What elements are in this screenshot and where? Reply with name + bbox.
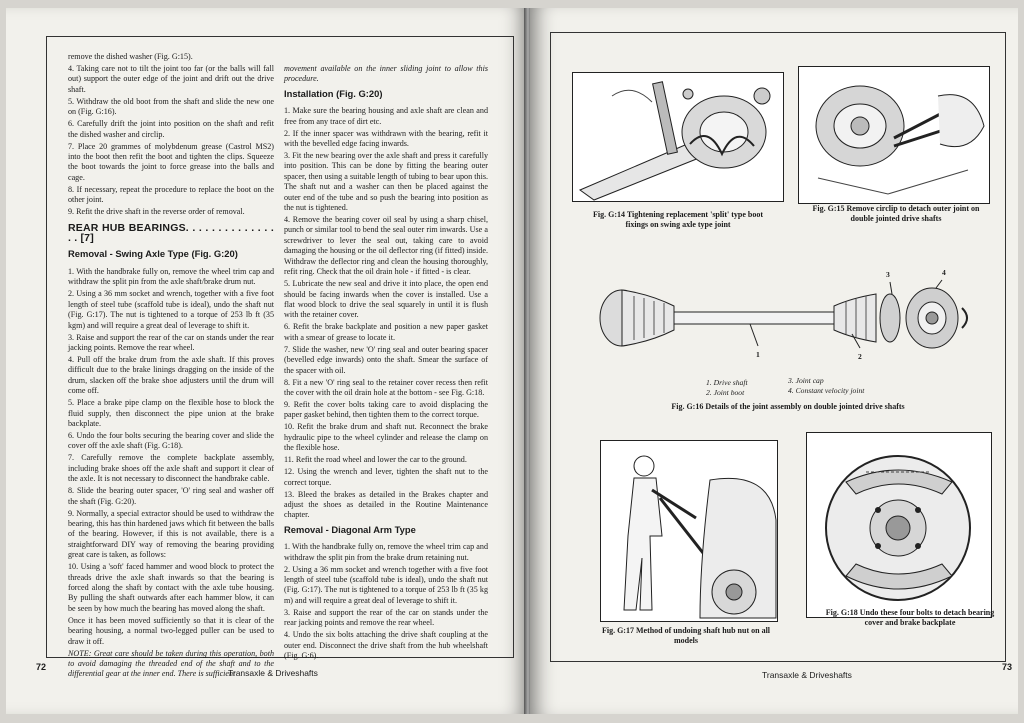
paragraph: 1. Make sure the bearing housing and axle shaft are clean and free from any trace of dirt etc. <box>284 106 488 126</box>
figure-g18-caption: Fig. G:18 Undo these four bolts to detach bearing cover and brake backplate <box>825 608 995 627</box>
paragraph: Once it has been moved sufficiently so that it is clear of the bearing housing, a normal two-legged puller can be used to draw it off. <box>68 615 274 646</box>
paragraph: 7. Place 20 grammes of molybdenum grease (Castrol MS2) into the boot then refit the boot and tighten the clips. Squeeze the boot towards the joint to force grease into the balls and cage. <box>68 141 274 182</box>
page-footer-left: Transaxle & Driveshafts <box>228 668 318 678</box>
paragraph: movement available on the inner sliding joint to allow this procedure. <box>284 64 488 84</box>
figure-g17-illustration <box>600 440 778 622</box>
figure-g16-label: 2 <box>858 352 862 361</box>
figure-g17-caption: Fig. G:17 Method of undoing shaft hub nut on all models <box>601 626 771 645</box>
key-number: 1. <box>706 378 712 387</box>
paragraph: 5. Lubricate the new seal and drive it into place, the open end should be facing inwards when the cover is installed. Use a flat wood block to drive the seal squarely in until it is flush with the retainer cover. <box>284 279 488 320</box>
paragraph: 3. Raise and support the rear of the car on stands under the rear jacking points. Remove the rear wheel. <box>68 332 274 352</box>
right-page <box>530 8 1018 714</box>
paragraph: 8. Slide the bearing outer spacer, 'O' ring seal and washer off the shaft (Fig. G:20). <box>68 486 274 506</box>
paragraph: 3. Raise and support the rear of the car on stands under the rear jacking points and remove the rear wheel. <box>284 607 488 628</box>
paragraph: 8. Fit a new 'O' ring seal to the retainer cover recess then refit the cover with the oil drain hole at the bottom - see Fig. G:18. <box>284 377 488 397</box>
page-number-right: 73 <box>1002 662 1013 672</box>
key-number: 3. <box>788 376 794 385</box>
key-text: Joint boot <box>713 388 745 397</box>
subheading-diagonal-arm: Removal - Diagonal Arm Type <box>284 523 416 535</box>
key-text: Constant velocity joint <box>795 386 865 395</box>
paragraph: 3. Fit the new bearing over the axle shaft and press it carefully into position. This can be done by fitting the bearing outer spacer, then using a suitable length of tubing to bear upon this. The shaft nut and a washer can then be placed against the outer end of the tube and so push the bearing into position as the nut is tightened. <box>284 151 488 213</box>
figure-g16-key-item <box>788 376 824 385</box>
paragraph: 4. Undo the six bolts attaching the drive shaft coupling at the outer end. Disconnect the drive shaft from the hub wheelshaft (Fig. G:6). <box>284 630 488 661</box>
left-page <box>6 8 528 714</box>
key-number: 4. <box>788 386 794 395</box>
figure-g16-label: 1 <box>756 350 760 359</box>
subheading-installation: Installation (Fig. G:20) <box>284 87 383 99</box>
figure-g15-illustration <box>798 66 990 204</box>
book-spread <box>6 8 1018 714</box>
paragraph: 5. Withdraw the old boot from the shaft and slide the new one on (Fig. G:16). <box>68 96 274 117</box>
paragraph: 4. Remove the bearing cover oil seal by using a sharp chisel, punch or similar tool to bend the seal outer rim inwards. Use a screwdriver to lever the seal out, taking care to avoid damaging the housing or the oil deflector ring (if fitted) inside. Withdraw the deflector ring and clean the housing thoroughly, refit ring. Check that the oil drain hole - if fitted - is clear. <box>284 215 488 277</box>
paragraph: 11. Refit the road wheel and lower the car to the ground. <box>284 455 467 465</box>
section-heading-rear-hub-bearings: REAR HUB BEARINGS. . . . . . . . . . . . . . . . [7] <box>68 221 274 245</box>
paragraph: 9. Refit the cover bolts taking care to avoid displacing the paper gasket behind, then tighten them to the correct torque. <box>284 399 488 420</box>
paragraph: 7. Slide the washer, new 'O' ring seal and outer bearing spacer (bevelled edge inwards) onto the shaft. Smear the surface of the spacer with oil. <box>284 344 488 375</box>
figure-g16-key-item <box>788 386 864 395</box>
paragraph: 9. Refit the drive shaft in the reverse order of removal. <box>68 207 245 217</box>
paragraph: 2. Using a 36 mm socket and wrench, together with a five foot length of steel tube (scaffold tube is ideal), undo the shaft nut (Fig. G:17). The nut is tightened to a torque of 253 lb ft (35 kgm) and will require a great deal of leverage to shift it. <box>68 289 274 330</box>
figure-g18-illustration <box>806 432 992 618</box>
paragraph: 4. Pull off the brake drum from the axle shaft. If this proves difficult due to the brake linings dragging on the inside of the drum, slacken off the brake shoe adjusters until the drum will come off. <box>68 354 274 396</box>
paragraph: 7. Carefully remove the complete backplate assembly, including brake shoes off the axle shaft and support it clear of the axle. It is not necessary to disconnect the handbrake cable. <box>68 453 274 484</box>
subheading-swing-axle: Removal - Swing Axle Type (Fig. G:20) <box>68 248 238 260</box>
paragraph: 5. Place a brake pipe clamp on the flexible hose to block the fluid supply, then disconnect the pipe union at the brake backplate. <box>68 398 274 428</box>
figure-g16-key-item <box>706 388 744 397</box>
paragraph: 9. Normally, a special extractor should be used to withdraw the bearing, this has thin hardened jaws which fit between the balls of the bearing. However, if this is not available, there is a straightforward DIY way of removing the bearing providing great care is taken, as follows: <box>68 508 274 560</box>
paragraph: 12. Using the wrench and lever, tighten the shaft nut to the correct torque. <box>284 467 488 487</box>
paragraph: 10. Refit the brake drum and shaft nut. Reconnect the brake hydraulic pipe to the wheel cylinder and release the clamp on the flexible hose. <box>284 422 488 453</box>
paragraph: 6. Carefully drift the joint into position on the shaft and refit the dished washer and circlip. <box>68 119 274 139</box>
figure-g16-key-item <box>706 378 748 387</box>
paragraph: 6. Refit the brake backplate and position a new paper gasket with a smear of grease to locate it. <box>284 322 488 342</box>
figure-g16-caption: Fig. G:16 Details of the joint assembly on double jointed drive shafts <box>671 402 905 411</box>
paragraph: 6. Undo the four bolts securing the bearing cover and slide the cover off the axle shaft (Fig. G:18). <box>68 430 274 451</box>
key-text: Drive shaft <box>713 378 748 387</box>
paragraph: 1. With the handbrake fully on, remove the wheel trim cap and withdraw the split pin from the axle shaft/brake drum nut. <box>68 266 274 287</box>
left-column-2 <box>284 64 488 663</box>
figure-g14-caption: Fig. G:14 Tightening replacement 'split' type boot fixings on swing axle type joint <box>592 210 763 229</box>
paragraph: 2. Using a 36 mm socket and wrench together with a five foot length of steel tube (scaffold tube is ideal), undo the shaft nut (Fig. G:17). The nut is tightened to a torque of 253 lb ft (35 kg m) and will require a great deal of leverage to shift it. <box>284 564 488 605</box>
figure-g15-caption: Fig. G:15 Remove circlip to detach outer joint on double jointed drive shafts <box>812 204 980 223</box>
note-paragraph: NOTE: Great care should be taken during this operation, both to avoid damaging the threaded end of the shaft and to the differential gear at the inner end. There is sufficient <box>68 648 274 679</box>
paragraph: 13. Bleed the brakes as detailed in the Brakes chapter and adjust the shoes as detailed in the Routine Maintenance chapter. <box>284 489 488 520</box>
figure-g16-illustration <box>590 268 990 368</box>
key-number: 2. <box>706 388 712 397</box>
paragraph: 1. With the handbrake fully on, remove the wheel trim cap and withdraw the split pin from the brake drum retaining nut. <box>284 542 488 562</box>
key-text: Joint cap <box>795 376 824 385</box>
page-number-left: 72 <box>36 662 47 672</box>
figure-g16-label: 4 <box>942 268 946 277</box>
paragraph: 10. Using a 'soft' faced hammer and wood block to protect the threads drive the axle shaft inwards so that the bearing is forced along the shaft by contact with the axle tube housing. By pulling the shaft outwards after each hammer blow, it can be seen by how much the bearing has moved along the shaft. <box>68 562 274 613</box>
paragraph: 4. Taking care not to tilt the joint too far (or the balls will fall out) support the outer edge of the joint and drift out the drive shaft. <box>68 64 274 94</box>
page-footer-right: Transaxle & Driveshafts <box>762 670 852 680</box>
paragraph: 2. If the inner spacer was withdrawn with the bearing, refit it with the bevelled edge facing inwards. <box>284 128 488 149</box>
paragraph: 8. If necessary, repeat the procedure to replace the boot on the other joint. <box>68 184 274 205</box>
figure-g14-illustration <box>572 72 784 202</box>
paragraph: remove the dished washer (Fig. G:15). <box>68 52 193 61</box>
left-column-1 <box>68 52 274 681</box>
figure-g16-label: 3 <box>886 270 890 279</box>
